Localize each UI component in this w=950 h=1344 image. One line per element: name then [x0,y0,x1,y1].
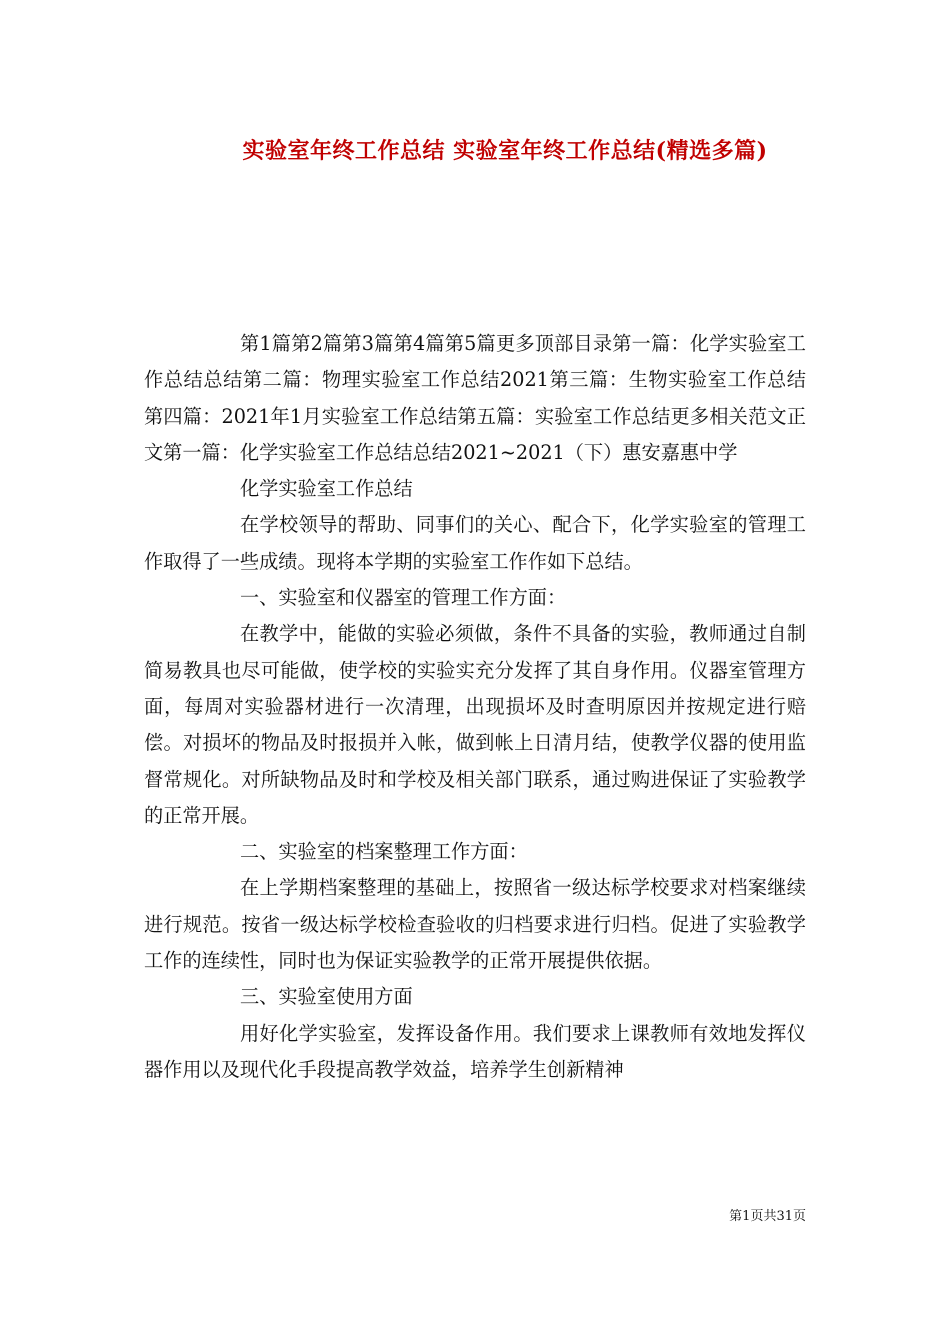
document-title: 实验室年终工作总结 实验室年终工作总结(精选多篇) [242,138,768,164]
section-heading-3: 三、实验室使用方面 [240,985,413,1009]
paragraph-toc: 第1篇第2篇第3篇第4篇第5篇更多顶部目录第一篇：化学实验室工作总结总结第二篇：物理实验室工作总结2021第三篇：生物实验室工作总结第四篇：2021年1月实验室工作总结第五篇：实验室工作总结更多相关范文正文第一篇：化学实验室工作总结总结2021~2021（下）惠安嘉惠中学 [144,332,806,464]
paragraph-intro: 在学校领导的帮助、同事们的关心、配合下，化学实验室的管理工作取得了一些成绩。现将本学期的实验室工作作如下总结。 [144,513,806,573]
paragraph-section-1: 在教学中，能做的实验必须做，条件不具备的实验，教师通过自制简易教具也尽可能做，使学校的实验实充分发挥了其自身作用。仪器室管理方面，每周对实验器材进行一次清理，出现损坏及时查明原因并按规定进行赔偿。对损坏的物品及时报损并入帐，做到帐上日清月结，使教学仪器的使用监督常规化。对所缺物品及时和学校及相关部门联系，通过购进保证了实验教学的正常开展。 [144,622,806,827]
section-heading-1: 一、实验室和仪器室的管理工作方面： [240,586,567,610]
page-number-footer: 第1页共31页 [729,1209,806,1224]
section-heading-2: 二、实验室的档案整理工作方面： [240,840,528,864]
paragraph-section-2: 在上学期档案整理的基础上，按照省一级达标学校要求对档案继续进行规范。按省一级达标学校检查验收的归档要求进行归档。促进了实验教学工作的连续性，同时也为保证实验教学的正常开展提供依据。 [144,876,806,973]
document-body [144,326,806,1088]
paragraph-section-3: 用好化学实验室，发挥设备作用。我们要求上课教师有效地发挥仪器作用以及现代化手段提高教学效益，培养学生创新精神 [144,1021,806,1081]
paragraph-heading-chem: 化学实验室工作总结 [240,477,413,501]
